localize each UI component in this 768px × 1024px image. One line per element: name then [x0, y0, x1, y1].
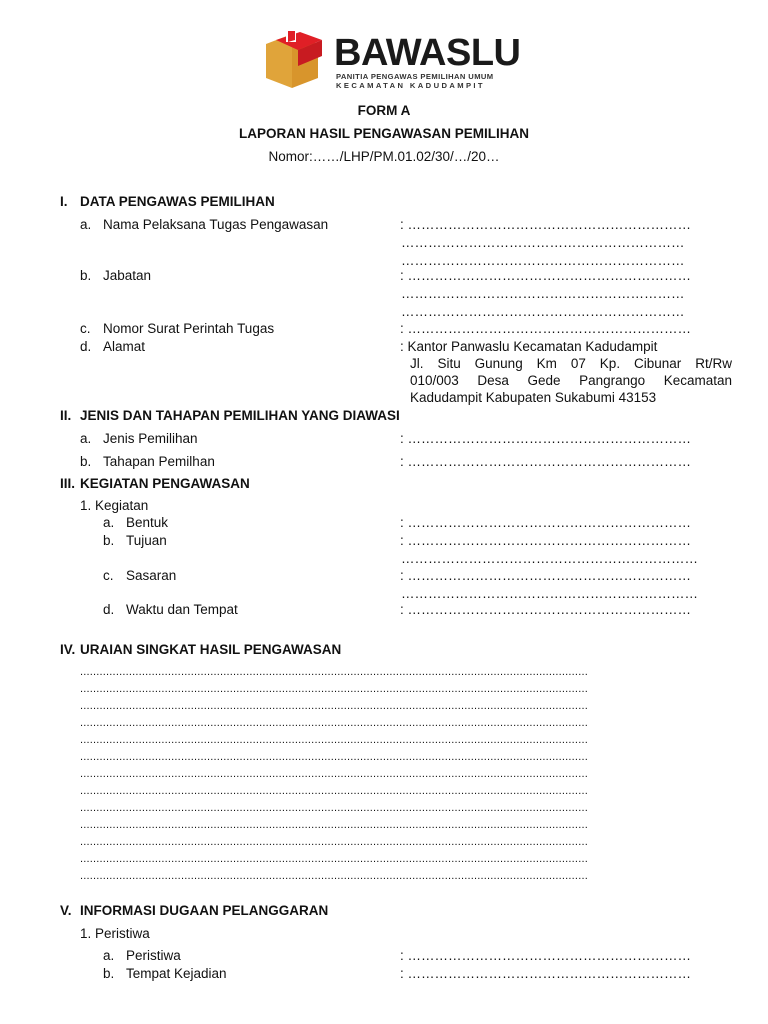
- field-value-continuation[interactable]: …………………………………………………………: [401, 551, 698, 566]
- field-label-peristiwa: Peristiwa: [126, 948, 181, 963]
- section-1-title: DATA PENGAWAS PEMILIHAN: [80, 194, 275, 209]
- document-title: LAPORAN HASIL PENGAWASAN PEMILIHAN: [238, 126, 530, 141]
- field-value-jenis-pemilihan[interactable]: : ………………………………………………………: [400, 431, 692, 446]
- field-value-continuation[interactable]: ………………………………………………………: [401, 253, 685, 268]
- field-value-tahapan-pemilihan[interactable]: : ………………………………………………………: [400, 454, 692, 469]
- field-value-alamat-2: Jl. Situ Gunung Km 07 Kp. Cibunar Rt/Rw: [410, 356, 732, 371]
- field-label-nama-pelaksana: Nama Pelaksana Tugas Pengawasan: [103, 217, 329, 232]
- field-label-tahapan-pemilihan: Tahapan Pemilhan: [103, 454, 215, 469]
- field-label-waktu-tempat: Waktu dan Tempat: [126, 602, 238, 617]
- uraian-line[interactable]: ............................................................................................................................................................: [80, 802, 588, 814]
- logo-wordmark: BAWASLU: [334, 32, 521, 74]
- uraian-line[interactable]: ............................................................................................................................................................: [80, 836, 588, 848]
- field-value-tujuan[interactable]: : ………………………………………………………: [400, 533, 692, 548]
- field-value-nomor-surat[interactable]: : ………………………………………………………: [400, 321, 692, 336]
- section-3-title: KEGIATAN PENGAWASAN: [80, 476, 250, 491]
- section-5-title: INFORMASI DUGAAN PELANGGARAN: [80, 903, 329, 918]
- field-value-nama-pelaksana[interactable]: : ………………………………………………………: [400, 217, 692, 232]
- section-4-title: URAIAN SINGKAT HASIL PENGAWASAN: [80, 642, 342, 657]
- uraian-line[interactable]: ............................................................................................................................................................: [80, 751, 588, 763]
- field-label-jenis-pemilihan: Jenis Pemilihan: [103, 431, 198, 446]
- uraian-line[interactable]: ............................................................................................................................................................: [80, 853, 588, 865]
- uraian-line[interactable]: ............................................................................................................................................................: [80, 870, 588, 882]
- field-value-continuation[interactable]: ………………………………………………………: [401, 235, 685, 250]
- uraian-line[interactable]: ............................................................................................................................................................: [80, 785, 588, 797]
- field-value-jabatan[interactable]: : ………………………………………………………: [400, 268, 692, 283]
- field-label-bentuk: Bentuk: [126, 515, 169, 530]
- field-letter: b.: [80, 268, 92, 283]
- field-letter: a.: [80, 431, 92, 446]
- uraian-line[interactable]: ............................................................................................................................................................: [80, 700, 588, 712]
- item-kegiatan: 1. Kegiatan: [80, 498, 149, 513]
- logo-subtitle-2: KECAMATAN KADUDAMPIT: [336, 81, 485, 90]
- field-value-alamat-1: : Kantor Panwaslu Kecamatan Kadudampit: [400, 339, 658, 354]
- logo-subtitle-1: PANITIA PENGAWAS PEMILIHAN UMUM: [336, 72, 494, 81]
- section-5-number: V.: [60, 903, 72, 918]
- section-2-number: II.: [60, 408, 72, 423]
- field-label-nomor-surat: Nomor Surat Perintah Tugas: [103, 321, 275, 336]
- uraian-line[interactable]: ............................................................................................................................................................: [80, 768, 588, 780]
- section-3-number: III.: [60, 476, 76, 491]
- field-letter: d.: [103, 602, 115, 617]
- document-number: Nomor:……/LHP/PM.01.02/30/…/20…: [268, 149, 500, 164]
- field-letter: d.: [80, 339, 92, 354]
- field-value-alamat-4: Kadudampit Kabupaten Sukabumi 43153: [410, 390, 657, 405]
- uraian-line[interactable]: ............................................................................................................................................................: [80, 734, 588, 746]
- field-value-alamat-3: 010/003 Desa Gede Pangrango Kecamatan: [410, 373, 732, 388]
- field-value-continuation[interactable]: ………………………………………………………: [401, 286, 685, 301]
- uraian-line[interactable]: ............................................................................................................................................................: [80, 666, 588, 678]
- section-2-title: JENIS DAN TAHAPAN PEMILIHAN YANG DIAWASI: [80, 408, 400, 423]
- field-letter: b.: [103, 966, 115, 981]
- field-letter: a.: [103, 948, 115, 963]
- form-label: FORM A: [357, 103, 411, 118]
- field-value-waktu-tempat[interactable]: : ………………………………………………………: [400, 602, 692, 617]
- section-4-number: IV.: [60, 642, 76, 657]
- field-value-sasaran[interactable]: : ………………………………………………………: [400, 568, 692, 583]
- field-value-continuation[interactable]: ………………………………………………………: [401, 304, 685, 319]
- field-letter: c.: [80, 321, 91, 336]
- field-letter: b.: [80, 454, 92, 469]
- field-value-tempat-kejadian[interactable]: : ………………………………………………………: [400, 966, 692, 981]
- bawaslu-emblem-icon: [262, 30, 330, 94]
- uraian-line[interactable]: ............................................................................................................................................................: [80, 717, 588, 729]
- bawaslu-logo: [262, 30, 521, 94]
- uraian-line[interactable]: ............................................................................................................................................................: [80, 683, 588, 695]
- field-label-alamat: Alamat: [103, 339, 146, 354]
- field-value-bentuk[interactable]: : ………………………………………………………: [400, 515, 692, 530]
- field-letter: c.: [103, 568, 114, 583]
- field-letter: b.: [103, 533, 115, 548]
- field-label-sasaran: Sasaran: [126, 568, 177, 583]
- field-value-continuation[interactable]: …………………………………………………………: [401, 586, 698, 601]
- section-1-number: I.: [60, 194, 68, 209]
- field-label-tempat-kejadian: Tempat Kejadian: [126, 966, 227, 981]
- field-letter: a.: [103, 515, 115, 530]
- field-label-tujuan: Tujuan: [126, 533, 167, 548]
- uraian-line[interactable]: ............................................................................................................................................................: [80, 819, 588, 831]
- field-letter: a.: [80, 217, 92, 232]
- field-label-jabatan: Jabatan: [103, 268, 152, 283]
- field-value-peristiwa[interactable]: : ………………………………………………………: [400, 948, 692, 963]
- item-peristiwa: 1. Peristiwa: [80, 926, 150, 941]
